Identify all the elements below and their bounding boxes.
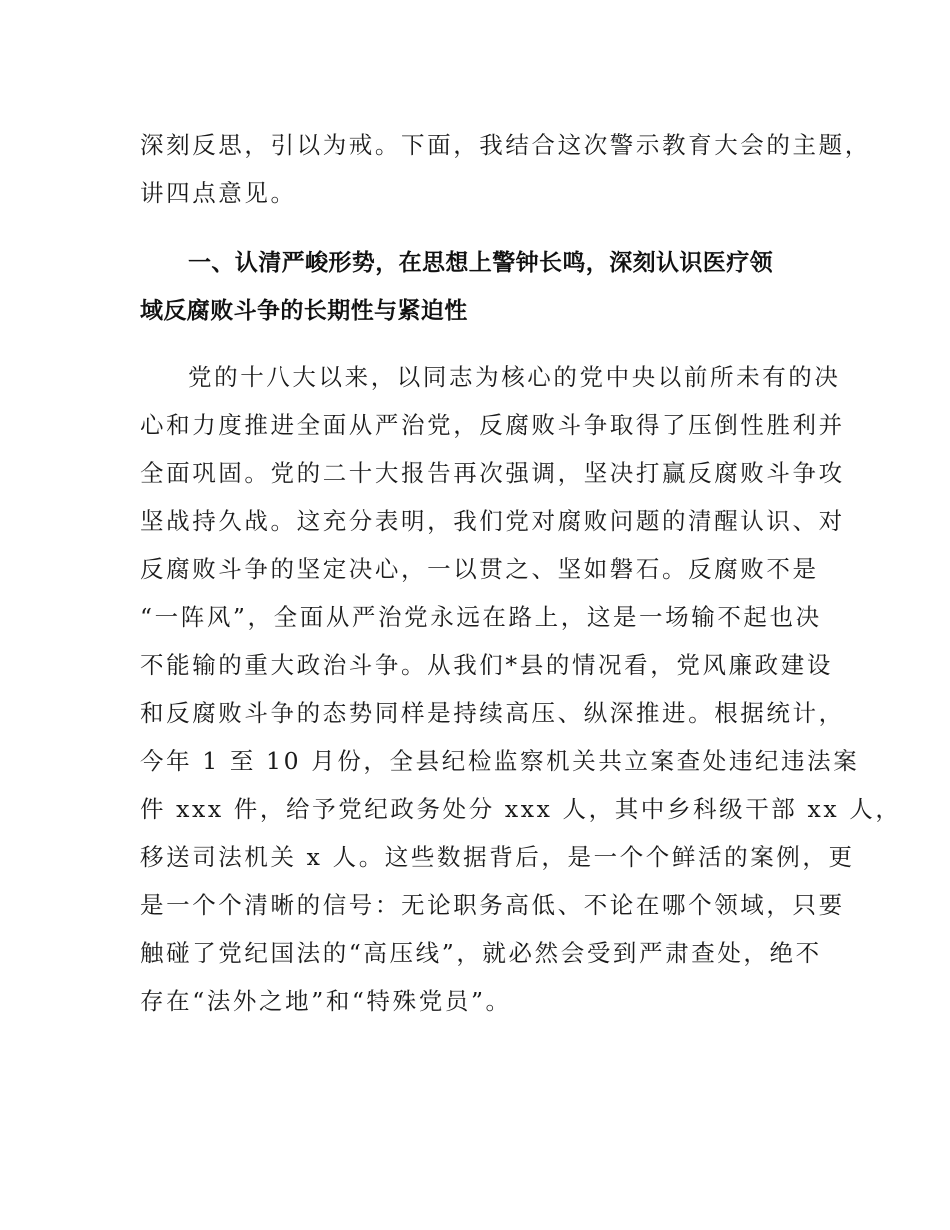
body-line-3: 全面巩固。党的二十大报告再次强调，坚决打赢反腐败斗争攻 <box>140 459 845 487</box>
body-line-11: 移送司法机关 x 人。这些数据背后，是一个个鲜活的案例，更 <box>140 843 855 871</box>
body-line-2: 心和力度推进全面从严治党，反腐败斗争取得了压倒性胜利并 <box>140 411 845 439</box>
body-line-6: “一阵风”，全面从严治党永远在路上，这是一场输不起也决 <box>140 603 822 631</box>
section-heading-line-2: 域反腐败斗争的长期性与紧迫性 <box>140 298 468 324</box>
body-line-12: 是一个个清晰的信号：无论职务高低、不论在哪个领域，只要 <box>140 891 845 919</box>
body-line-4: 坚战持久战。这充分表明，我们党对腐败问题的清醒认识、对 <box>140 507 845 535</box>
body-line-1: 党的十八大以来，以同志为核心的党中央以前所未有的决 <box>188 363 841 391</box>
body-line-14: 存在“法外之地”和“特殊党员”。 <box>140 987 512 1015</box>
body-line-8: 和反腐败斗争的态势同样是持续高压、纵深推进。根据统计， <box>140 699 845 727</box>
intro-line-2: 讲四点意见。 <box>140 179 297 207</box>
body-line-10: 件 xxx 件，给予党纪政务处分 xxx 人，其中乡科级干部 xx 人， <box>140 795 902 823</box>
body-line-7: 不能输的重大政治斗争。从我们*县的情况看，党风廉政建设 <box>140 651 833 679</box>
body-line-13: 触碰了党纪国法的“高压线”，就必然会受到严肃查处，绝不 <box>140 939 822 967</box>
body-line-5: 反腐败斗争的坚定决心，一以贯之、坚如磐石。反腐败不是 <box>140 555 819 583</box>
section-heading-line-1: 一、认清严峻形势，在思想上警钟长鸣，深刻认识医疗领 <box>188 250 773 276</box>
intro-line-1: 深刻反思，引以为戒。下面，我结合这次警示教育大会的主题， <box>140 131 871 159</box>
body-line-9: 今年 1 至 10 月份，全县纪检监察机关共立案查处违纪违法案 <box>140 747 860 775</box>
